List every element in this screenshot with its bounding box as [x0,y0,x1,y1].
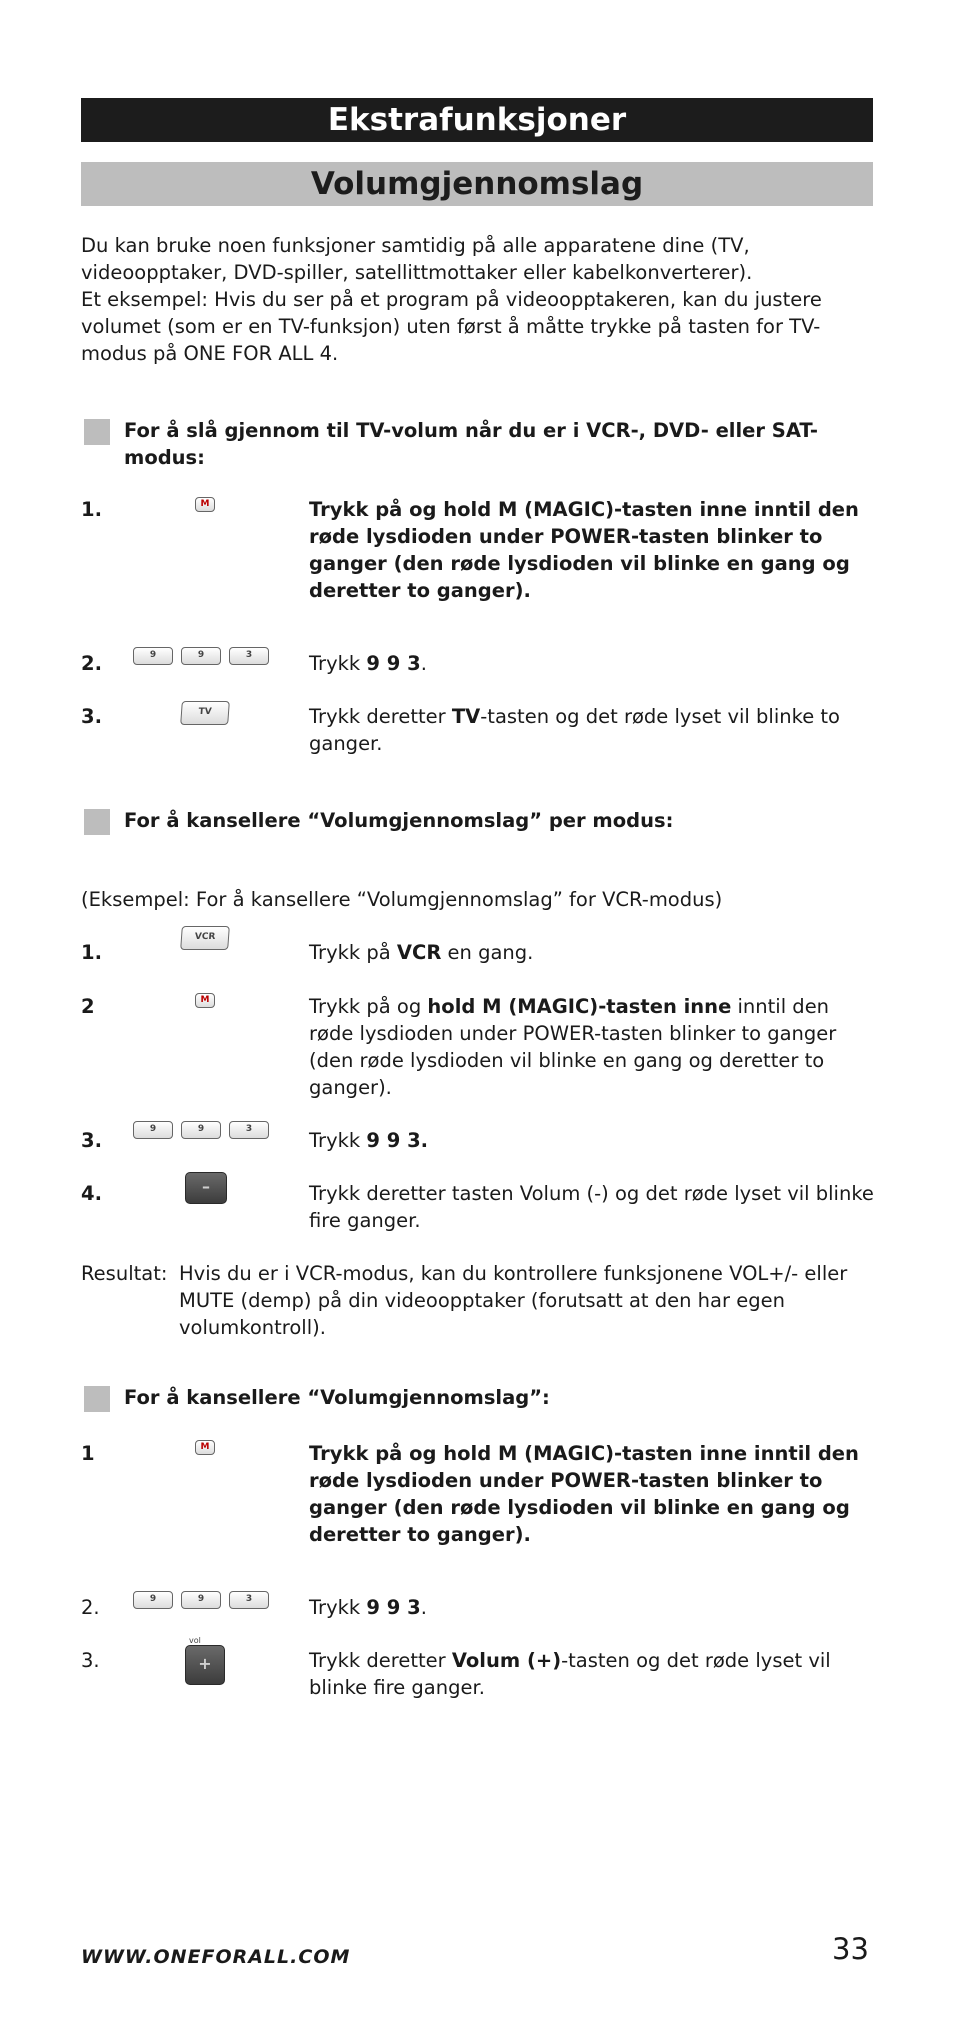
volume-down-key-icon: – [185,1172,227,1204]
intro-text [81,232,881,367]
magic-key-icon: M [195,497,215,512]
magic-key-icon: M [195,1440,215,1455]
intro-paragraph-1: Du kan bruke noen funksjoner samtidig på alle apparatene dine (TV, videoopptaker, DVD-spiller, satellittmottaker eller kabelkonverterer). [81,234,753,284]
bullet-square [84,419,110,445]
bullet-square [84,809,110,835]
page-number: 33 [832,1932,869,1966]
bullet-square [84,1386,110,1412]
key-9-icon: 9 [181,647,221,665]
section-heading: For å kansellere “Volumgjennomslag” per modus: [81,807,881,834]
magic-key-icon: M [195,993,215,1008]
key-9-icon: 9 [181,1121,221,1139]
key-9-icon: 9 [133,1591,173,1609]
intro-paragraph-2: Et eksempel: Hvis du ser på et program på videoopptakeren, kan du justere volumet (som er en TV-funksjon) uten først å måtte trykke på tasten for TV-modus på ONE FOR ALL 4. [81,288,822,365]
section-title: Volumgjennomslag [81,162,873,206]
section-heading: For å slå gjennom til TV-volum når du er i VCR-, DVD- eller SAT-modus: [81,417,881,471]
key-3-icon: 3 [229,1121,269,1139]
page-title: Ekstrafunksjoner [81,98,873,142]
key-9-icon: 9 [133,1121,173,1139]
volume-up-key-icon: + [185,1645,225,1685]
section-cancel-all: For å kansellere “Volumgjennomslag”: 1 M Trykk på og hold M (MAGIC)-tasten inne inntil den røde lysdioden under POWER-tasten blinker to ganger (den røde lysdioden vil blinke en gang og deretter to ganger). 2. 9 9 3 Trykk 9 9 3. 3. vol + Trykk deretter Volum (+)-tasten og det røde lyset vil blinke fire ganger. [81,1384,881,1411]
section-tv-volume: For å slå gjennom til TV-volum når du er i VCR-, DVD- eller SAT-modus: 1. M Trykk på og hold M (MAGIC)-tasten inne inntil den røde lysdioden under POWER-tasten blinker to ganger (den røde lysdioden vil blinke en gang og deretter to ganger). 2. 9 9 3 Trykk 9 9 3. 3. TV Trykk deretter TV-tasten og det røde lyset vil blinke to ganger. [81,417,881,471]
vcr-key-icon: VCR [180,926,230,950]
key-9-icon: 9 [133,647,173,665]
vol-label: vol [189,1636,201,1645]
key-9-icon: 9 [181,1591,221,1609]
tv-key-icon: TV [180,701,230,725]
section-cancel-per-mode: For å kansellere “Volumgjennomslag” per modus: (Eksempel: For å kansellere “Volumgjennomslag” for VCR-modus) 1. VCR Trykk på VCR en gang. 2 M Trykk på og hold M (MAGIC)-tasten inne inntil den røde lysdioden under POWER-tasten blinker to ganger (den røde lysdioden vil blinke en gang og deretter to ganger). 3. 9 9 3 Trykk 9 9 3. 4. – Trykk deretter tasten Volum (-) og det røde lyset vil blinke fire ganger. Resultat: Hvis du er i VCR-modus, kan du kontrollere funksjonene VOL+/- eller MUTE (demp) på din videoopptaker (forutsatt at den har egen volumkontroll). [81,807,881,834]
key-3-icon: 3 [229,647,269,665]
key-3-icon: 3 [229,1591,269,1609]
footer-website: WWW.ONEFORALL.COM [81,1946,351,1968]
section-heading: For å kansellere “Volumgjennomslag”: [81,1384,881,1411]
example-note: (Eksempel: For å kansellere “Volumgjennomslag” for VCR-modus) [81,888,723,911]
